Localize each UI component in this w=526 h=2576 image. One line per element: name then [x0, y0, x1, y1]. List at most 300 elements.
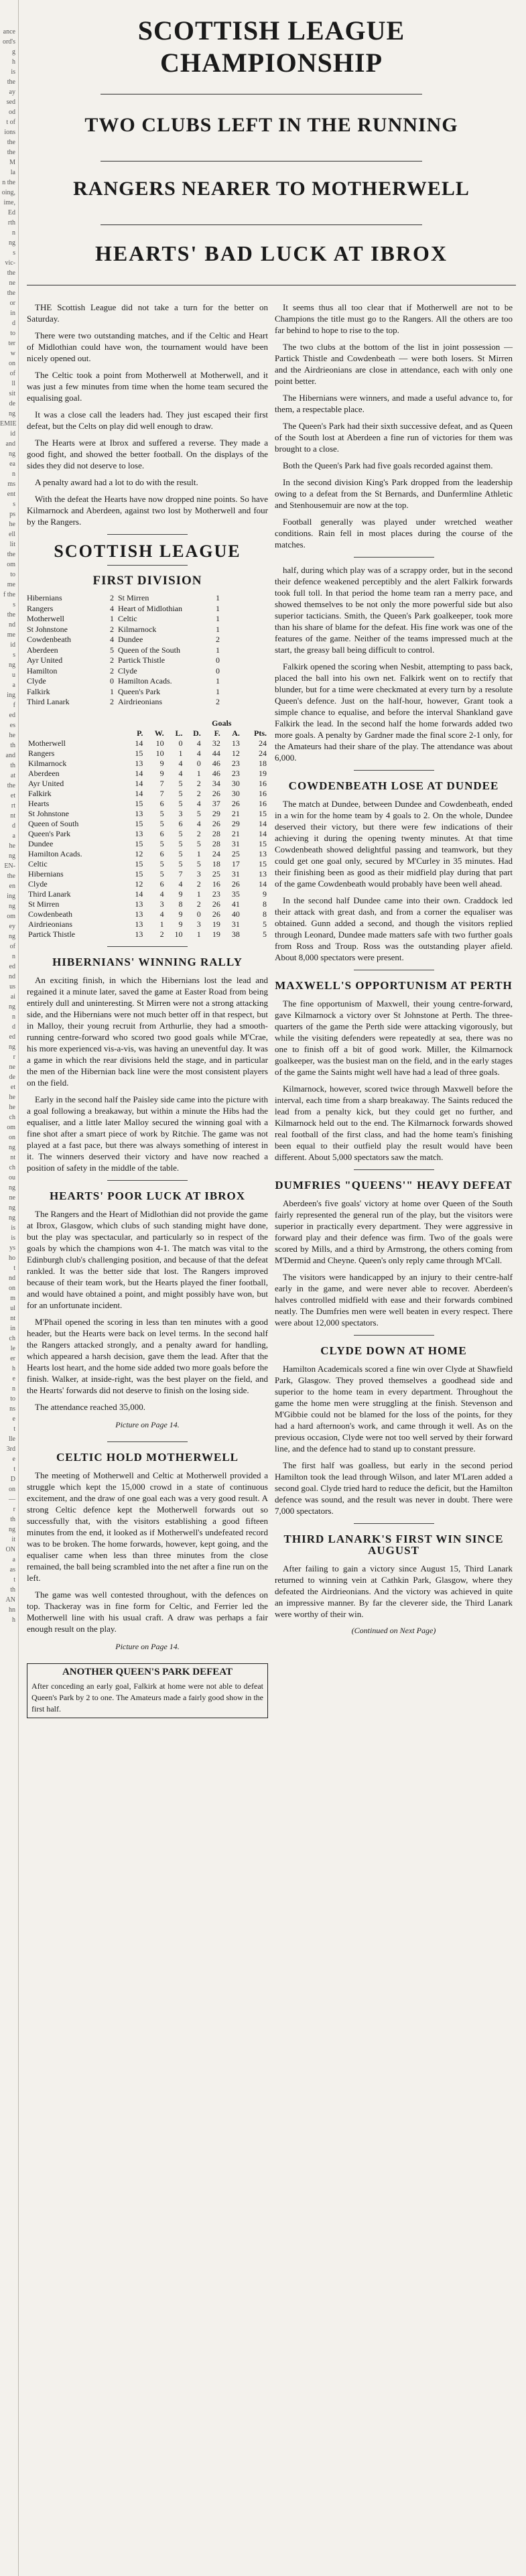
stat-cell: 31 [231, 868, 240, 879]
edge-fragment: ng [9, 933, 15, 940]
stat-cell: 12 [135, 848, 143, 858]
stat-cell: 26 [212, 818, 220, 828]
edge-fragment: t [13, 1265, 15, 1272]
divider [107, 1441, 188, 1442]
edge-fragment: a [12, 1556, 15, 1563]
stat-cell: 15 [259, 838, 267, 848]
paragraph: The Rangers and the Heart of Midlothian did not provide the game at Ibrox, Glasgow, which clubs of such standing might have done, but the play was spectacular, and particularly so in respect of the goals by which the champions won 4-1. The match was vital to the Edinburgh club's challenging position, and because of that the defeat rankled. It was the better side that lost. The Rangers improved because of their team work, but the Hearts played the finer football, and would have obtained a point, and might possibly have won, but for an unfortunate incident. [27, 1208, 268, 1310]
stat-cell: 9 [159, 768, 164, 778]
edge-fragment: D [10, 1476, 15, 1483]
edge-fragment: de [9, 1074, 15, 1081]
edge-fragment: s [13, 249, 15, 257]
table-row [27, 759, 268, 769]
stat-cell: 24 [259, 738, 267, 748]
edge-fragment: in [10, 1325, 15, 1332]
result-a: Cowdenbeath [27, 635, 71, 644]
result-b: Clyde [118, 665, 137, 675]
edge-fragment: ng [9, 1003, 15, 1011]
stat-cell: 8 [178, 899, 183, 909]
edge-fragment: th [10, 762, 15, 769]
edge-fragment: sit [9, 390, 15, 397]
result-b: Celtic [118, 614, 137, 623]
edge-fragment: me [7, 631, 15, 639]
edge-fragment: ell [9, 531, 15, 538]
team-name: Falkirk [28, 788, 52, 798]
stat-cell: 26 [231, 798, 240, 808]
edge-fragment: ou [9, 1174, 15, 1181]
edge-fragment: ng [9, 1144, 15, 1151]
column-header: D. [193, 728, 201, 738]
edge-fragment: ng [9, 450, 15, 458]
stat-cell: 13 [135, 808, 143, 818]
team-name: Ayr United [28, 778, 64, 788]
edge-fragment: he [9, 732, 15, 739]
result-s1: 2 [110, 624, 114, 634]
table-row [27, 738, 268, 749]
table-row [27, 779, 268, 789]
result-s1: 0 [110, 676, 114, 686]
stat-cell: 5 [178, 778, 183, 788]
table-body [27, 738, 268, 940]
table-row [27, 879, 268, 889]
edge-fragment: me [7, 581, 15, 588]
paragraph: The meeting of Motherwell and Celtic at Motherwell provided a struggle which kept the 15,000 crowd in a state of continuous excitement, and the draw of one goal each was a very good result. A strong Celtic defence kept the Motherwell forwards out so successfully that, with the visitors establishing a good fifteen minutes from the end, it looked as if Motherwell's undefeated record was to be broken. The home forwards, however, kept going, and the equaliser came when less than three minutes from the close remained, the ball being scrambled into the net after a fine run on the left. [27, 1470, 268, 1583]
edge-fragment: de [9, 400, 15, 407]
stat-cell: 14 [135, 768, 143, 778]
queens-park-headline: ANOTHER QUEEN'S PARK DEFEAT [62, 1666, 233, 1677]
edge-fragment: 3rd [6, 1445, 15, 1453]
edge-fragment: n [12, 953, 15, 960]
table-row [27, 829, 268, 839]
edge-fragment: t of [6, 119, 15, 126]
stat-cell: 46 [212, 768, 220, 778]
paragraph: The Hibernians were winners, and made a useful advance to, for them, a respectable place. [275, 393, 513, 414]
celtic-headline: CELTIC HOLD MOTHERWELL [56, 1450, 239, 1464]
stat-cell: 14 [135, 889, 143, 899]
edge-fragment: ey [9, 923, 15, 930]
edge-fragment: on [9, 360, 15, 367]
stat-cell: 3 [159, 899, 164, 909]
result-s2: 1 [216, 645, 220, 655]
table-row [27, 929, 268, 940]
stat-cell: 10 [174, 929, 183, 939]
edge-fragment: rt [11, 802, 15, 810]
table-row [27, 849, 268, 859]
column-header: L. [175, 728, 183, 738]
edge-fragment: es [9, 722, 15, 729]
stat-cell: 35 [231, 889, 240, 899]
picture-caption: Picture on Page 14. [115, 1641, 180, 1651]
stat-cell: 26 [231, 879, 240, 889]
edge-fragment: and [5, 752, 15, 759]
paragraph: The match at Dundee, between Dundee and Cowdenbeath, ended in a win for the home team by 4 goals to 2. On the whole, Dundee deserved their victory, but there were few indications of their achieving it during the opening twenty minutes. At that time Cowdenbeath showed delightful passing and teamwork, but they could get one goal only, secured by M'Curley in 35 minutes. Had their finishing been as good as their midfield play during that part of the game Cowdenbeath would probably have been well ahead. [275, 799, 513, 889]
edge-fragment: lit [9, 541, 15, 548]
result-s2: 0 [216, 665, 220, 675]
result-a: Hibernians [27, 593, 62, 602]
result-b: Airdrieonians [118, 697, 162, 706]
edge-fragment: om [7, 1124, 15, 1131]
edge-fragment: id [10, 641, 15, 649]
stat-cell: 30 [231, 788, 240, 798]
stat-cell: 14 [259, 828, 267, 838]
stat-cell: 31 [231, 919, 240, 929]
stat-cell: 44 [212, 748, 220, 758]
column-header: W. [154, 728, 164, 738]
result-s2: 2 [216, 697, 220, 706]
edge-fragment: er [10, 1355, 15, 1362]
edge-fragment: on [9, 1134, 15, 1141]
edge-fragment: ch [9, 1114, 15, 1121]
stat-cell: 13 [259, 848, 267, 858]
edge-fragment: a [12, 832, 15, 840]
stat-cell: 15 [135, 858, 143, 868]
edge-fragment: Ed [7, 209, 15, 216]
team-name: St Mirren [28, 899, 60, 909]
edge-fragment: th [10, 1586, 15, 1594]
stat-cell: 6 [159, 798, 164, 808]
result-a: St Johnstone [27, 624, 68, 634]
stat-cell: 10 [155, 748, 164, 758]
table-row [27, 769, 268, 779]
result-b: Queen's Park [118, 686, 161, 696]
edge-fragment: is [11, 1224, 15, 1232]
edge-fragment: ed [9, 1033, 15, 1041]
stat-cell: 8 [263, 899, 267, 909]
stat-cell: 28 [212, 838, 220, 848]
stat-cell: 30 [231, 778, 240, 788]
stat-cell: 9 [178, 889, 183, 899]
edge-fragment: s [13, 601, 15, 608]
edge-fragment: e [12, 1456, 15, 1463]
edge-fragment: ord's [2, 38, 15, 46]
edge-fragment: la [10, 169, 15, 176]
result-s2: 1 [216, 686, 220, 696]
result-s1: 4 [110, 603, 114, 613]
edge-fragment: d [12, 822, 15, 830]
team-name: Hamilton Acads. [28, 848, 82, 858]
stat-cell: 9 [263, 889, 267, 899]
stat-cell: 2 [196, 788, 201, 798]
stat-cell: 7 [159, 778, 164, 788]
edge-fragment: he [9, 1104, 15, 1111]
stat-cell: 5 [178, 858, 183, 868]
edge-fragment: n [12, 229, 15, 237]
paragraph: Aberdeen's five goals' victory at home over Queen of the South fairly represented the general run of the play, but the visitors were superior in practically every department. They were aggressive in forward play and their defence was firm. Two of the goals were scored by Mills, and a third by Armstrong, the others coming from M'Dermid and Cheyne. Queen's only reply came through M'Call. [275, 1198, 513, 1265]
stat-cell: 14 [135, 738, 143, 748]
stat-cell: 13 [135, 919, 143, 929]
edge-fragment: ch [9, 1335, 15, 1342]
stat-cell: 16 [259, 788, 267, 798]
paragraph: The Celtic took a point from Motherwell at Motherwell, and it was just a few minutes from time when the home team secured the equalising goal. [27, 370, 268, 403]
stat-cell: 19 [212, 929, 220, 939]
edge-fragment: ay [9, 88, 15, 96]
edge-fragment: f the [3, 591, 15, 598]
edge-fragment: t [13, 1576, 15, 1584]
league-title: SCOTTISH LEAGUE [54, 541, 241, 561]
result-s1: 1 [110, 614, 114, 623]
edge-fragment: ed [9, 963, 15, 970]
result-s2: 1 [216, 624, 220, 634]
edge-fragment: ed [9, 712, 15, 719]
edge-fragment: nd [9, 1275, 15, 1282]
divider [354, 557, 434, 558]
table-row [27, 819, 268, 829]
stat-cell: 4 [196, 798, 201, 808]
edge-fragment: the [7, 78, 15, 86]
stat-cell: 25 [231, 848, 240, 858]
table-row [27, 909, 268, 919]
edge-fragment: ng [9, 852, 15, 860]
stat-cell: 0 [196, 909, 201, 919]
edge-fragment: rth [7, 219, 15, 227]
subheadline-hearts: HEARTS' BAD LUCK AT IBROX [94, 241, 448, 265]
paragraph: It was a close call the leaders had. They just escaped their first defeat, but the Celts on play did well enough to draw. [27, 409, 268, 431]
result-s1: 5 [110, 645, 114, 655]
stat-cell: 38 [231, 929, 240, 939]
cowdenbeath-headline: COWDENBEATH LOSE AT DUNDEE [288, 779, 499, 792]
edge-fragment: s [13, 501, 15, 508]
stat-cell: 5 [159, 838, 164, 848]
edge-fragment: ing [7, 893, 15, 900]
stat-cell: 32 [212, 738, 220, 748]
team-name: Cowdenbeath [28, 909, 72, 919]
stat-cell: 6 [159, 848, 164, 858]
paragraph: The fine opportunism of Maxwell, their young centre-forward, gave Kilmarnock a victory over St Johnstone at Perth. The three-quarters of the game the Perth side were attacking vigorously, but while the visiting defenders were repeatedly at sea, there was no one to finish off a bit of good work. Miller, the Kilmarnock goalkeeper, was the busiest man on the field, and in the early stages of the game the Saints might well have had a lead of three goals. [275, 999, 513, 1077]
edge-fragment: nd [9, 973, 15, 980]
edge-fragment: is [11, 68, 15, 76]
stat-cell: 15 [135, 818, 143, 828]
edge-fragment: the [7, 269, 15, 277]
result-s2: 1 [216, 676, 220, 686]
stat-cell: 23 [212, 889, 220, 899]
dumfries-article [275, 1198, 513, 1328]
stat-cell: 24 [212, 848, 220, 858]
table-row [27, 789, 268, 799]
stat-cell: 4 [178, 768, 183, 778]
result-b: Dundee [118, 635, 143, 644]
edge-fragment: ng [9, 903, 15, 910]
edge-fragment: ng [9, 410, 15, 417]
queens-park-box [27, 1663, 268, 1718]
stat-cell: 0 [178, 738, 183, 748]
stat-cell: 2 [196, 899, 201, 909]
result-s1: 2 [110, 665, 114, 675]
edge-fragment: nt [10, 812, 15, 820]
result-row [27, 614, 268, 625]
main-headline: SCOTTISH LEAGUE CHAMPIONSHIP [137, 15, 405, 78]
intro-paragraphs [27, 302, 268, 527]
stat-cell: 5 [178, 788, 183, 798]
stat-cell: 7 [178, 868, 183, 879]
edge-fragment: u [12, 671, 15, 679]
result-b: St Mirren [118, 593, 149, 602]
team-name: Rangers [28, 748, 55, 758]
stat-cell: 5 [159, 858, 164, 868]
stat-cell: 5 [263, 919, 267, 929]
table-row [27, 919, 268, 929]
paragraph: The attendance reached 35,000. [35, 1401, 145, 1412]
edge-fragment: or [9, 300, 15, 307]
stat-cell: 5 [178, 848, 183, 858]
team-name: Kilmarnock [28, 758, 67, 768]
edge-fragment: — [9, 1496, 15, 1503]
headline-rule [101, 161, 422, 162]
result-a: Ayr United [27, 655, 63, 665]
edge-fragment: at [10, 772, 15, 779]
hibernians-article [27, 974, 268, 1173]
stat-cell: 0 [196, 758, 201, 768]
maxwell-article [275, 998, 513, 1163]
edge-fragment: to [10, 330, 15, 337]
queens-park-continued [275, 564, 513, 763]
edge-fragment: g [12, 48, 15, 56]
third-lanark-headline: THIRD LANARK'S FIRST WIN SINCE AUGUST [283, 1533, 504, 1557]
third-lanark-article [275, 1563, 513, 1620]
stat-cell: 13 [135, 828, 143, 838]
edge-fragment: m [10, 1295, 15, 1302]
edge-fragment: r [13, 1053, 15, 1061]
stat-cell: 4 [196, 748, 201, 758]
edge-fragment: nt [10, 1315, 15, 1322]
team-name: Dundee [28, 838, 54, 848]
stat-cell: 17 [231, 858, 240, 868]
divider [354, 1523, 434, 1524]
result-s2: 1 [216, 603, 220, 613]
edge-fragment: n [12, 1013, 15, 1021]
paragraph: half, during which play was of a scrappy order, but in the second their defence weakened perceptibly and the alert Falkirk forwards took full toll. In that period the home team ran a merry pace, and showed themselves to be not only the more powerful side but also superior tacticians. Smith, the Queen's Park goalkeeper, took more than his share of blame for the defeat. His fine work was one of the features of the game. Neither of the teams impressed much at the start, the greasy ball being difficult to control. [275, 565, 513, 655]
edge-fragment: ng [9, 1526, 15, 1533]
results-list [27, 593, 268, 708]
edge-fragment: the [7, 139, 15, 146]
paragraph: The first half was goalless, but early in the second period Hamilton took the lead through Wilson, and later M'Laren added a second goal. Clyde tried hard to reduce the deficit, but the Hamilton defence was sound, and the result was never in doubt. There were 7,000 spectators. [275, 1460, 513, 1516]
stat-cell: 40 [231, 909, 240, 919]
hearts-headline: HEARTS' POOR LUCK AT IBROX [49, 1189, 246, 1202]
stat-cell: 4 [159, 909, 164, 919]
edge-fragment: on [9, 1285, 15, 1292]
result-s1: 2 [110, 593, 114, 602]
stat-cell: 1 [196, 768, 201, 778]
divider [107, 534, 188, 535]
edge-fragment: nt [10, 1154, 15, 1161]
stat-cell: 5 [196, 838, 201, 848]
edge-fragment: ent [7, 491, 15, 498]
edge-fragment: to [10, 571, 15, 578]
edge-fragment: n the [2, 179, 15, 186]
team-name: Partick Thistle [28, 929, 76, 939]
edge-fragment: h [12, 1365, 15, 1372]
result-s2: 2 [216, 635, 220, 644]
result-a: Third Lanark [27, 697, 70, 706]
edge-fragment: ps [9, 511, 15, 518]
edge-fragment: ng [9, 1184, 15, 1192]
result-b: Partick Thistle [118, 655, 166, 665]
stat-cell: 14 [259, 818, 267, 828]
table-row [27, 749, 268, 759]
result-row [27, 655, 268, 666]
edge-fragment: ea [9, 460, 15, 468]
edge-fragment: d [12, 320, 15, 327]
edge-fragment: in [10, 310, 15, 317]
stat-cell: 41 [231, 899, 240, 909]
edge-fragment: of [9, 943, 15, 950]
stat-cell: 9 [159, 758, 164, 768]
stat-cell: 19 [259, 768, 267, 778]
result-s1: 2 [110, 655, 114, 665]
result-s2: 0 [216, 655, 220, 665]
edge-fragment: h [12, 1616, 15, 1624]
edge-fragment: the [7, 149, 15, 156]
edge-fragment: od [9, 109, 15, 116]
stat-cell: 19 [212, 919, 220, 929]
result-s1: 1 [110, 686, 114, 696]
stat-cell: 5 [263, 929, 267, 939]
divider [107, 946, 188, 947]
edge-fragment: he [9, 842, 15, 850]
edge-fragment: et [10, 792, 15, 799]
table-row [27, 859, 268, 869]
right-column [275, 302, 513, 1636]
stat-cell: 5 [178, 838, 183, 848]
stat-cell: 18 [259, 758, 267, 768]
result-row [27, 604, 268, 615]
edge-fragment: he [9, 1094, 15, 1101]
hibernians-headline: HIBERNIANS' WINNING RALLY [52, 955, 243, 968]
result-row [27, 593, 268, 604]
edge-fragment: ng [9, 1204, 15, 1212]
result-a: Rangers [27, 603, 54, 613]
adjacent-column-fragments [0, 0, 19, 2576]
stat-cell: 37 [212, 798, 220, 808]
celtic-article [27, 1470, 268, 1634]
league-table [27, 718, 268, 940]
edge-fragment: ne [9, 1194, 15, 1202]
dumfries-headline: DUMFRIES "QUEENS'" HEAVY DEFEAT [275, 1179, 513, 1192]
edge-fragment: th [10, 742, 15, 749]
stat-cell: 4 [196, 818, 201, 828]
stat-cell: 28 [212, 828, 220, 838]
stat-cell: 5 [178, 798, 183, 808]
first-division-title: FIRST DIVISION [92, 574, 202, 588]
stat-cell: 8 [263, 909, 267, 919]
stat-cell: 18 [212, 858, 220, 868]
edge-fragment: the [7, 551, 15, 558]
edge-fragment: the [7, 611, 15, 619]
edge-fragment: e [12, 1375, 15, 1382]
stat-cell: 1 [159, 919, 164, 929]
team-name: Hibernians [28, 868, 64, 879]
divider [354, 770, 434, 771]
edge-fragment: id [10, 430, 15, 438]
edge-fragment: et [10, 1084, 15, 1091]
edge-fragment: ime, [3, 199, 15, 206]
edge-fragment: r [13, 1506, 15, 1513]
edge-fragment: M [9, 159, 15, 166]
paragraph: Both the Queen's Park had five goals recorded against them. [283, 460, 493, 470]
result-row [27, 687, 268, 698]
stat-cell: 3 [178, 808, 183, 818]
clyde-headline: CLYDE DOWN AT HOME [320, 1344, 467, 1357]
table-row [27, 869, 268, 879]
edge-fragment: us [9, 983, 15, 990]
paragraph: The visitors were handicapped by an injury to their centre-half early in the game, and were never able to recover. Aberdeen's halves controlled midfield with ease and their forwards combined neatly. The Dumfries men were well beaten in every respect. There were about 12,000 spectators. [275, 1272, 513, 1328]
edge-fragment: to [10, 1395, 15, 1403]
result-b: Heart of Midlothian [118, 603, 182, 613]
edge-fragment: as [9, 1566, 15, 1573]
edge-fragment: sed [6, 99, 15, 106]
edge-fragment: t [13, 1425, 15, 1433]
edge-fragment: n [12, 470, 15, 478]
result-s1: 4 [110, 635, 114, 644]
